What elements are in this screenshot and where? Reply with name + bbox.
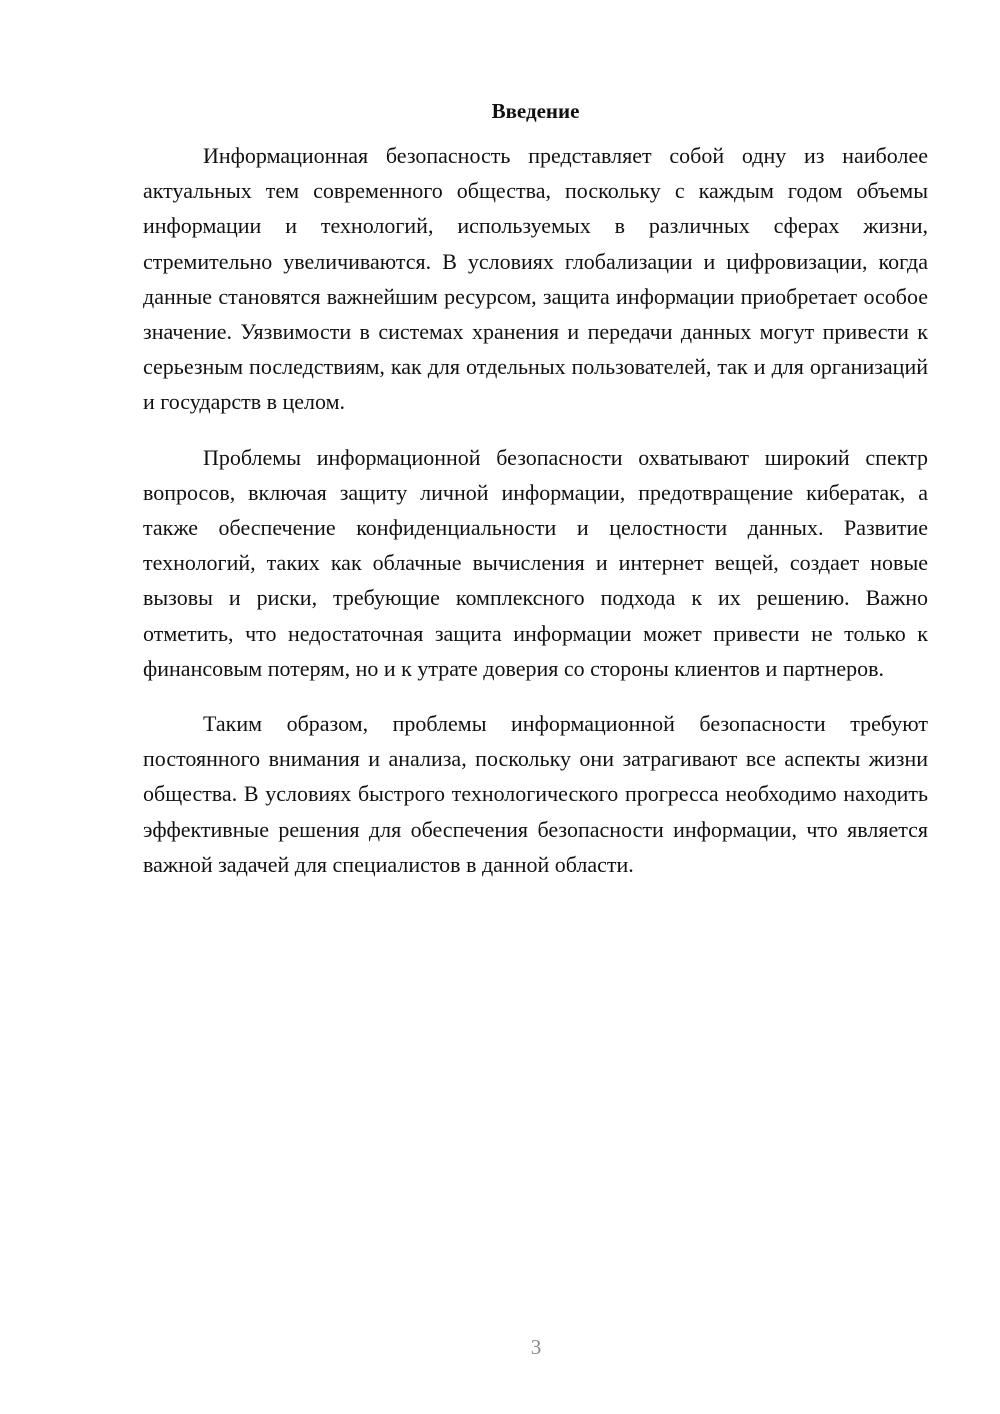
page-content: [143, 96, 928, 902]
paragraph-3: Таким образом, проблемы информационной безопасности требуют постоянного внимания и анализа, поскольку они затрагивают все аспекты жизни общества. В условиях быстрого технологического прогресса необходимо находить эффективные решения для обеспечения безопасности информации, что является важной задачей для специалистов в данной области.: [143, 711, 928, 877]
page-number: 3: [530, 1335, 542, 1359]
paragraph-1: Информационная безопасность представляет собой одну из наиболее актуальных тем современного общества, поскольку с каждым годом объемы информации и технологий, используемых в различных сферах жизни, стремительно увеличиваются. В условиях глобализации и цифровизации, когда данные становятся важнейшим ресурсом, защита информации приобретает особое значение. Уязвимости в системах хранения и передачи данных могут привести к серьезным последствиям, как для отдельных пользователей, так и для организаций и государств в целом.: [143, 143, 928, 415]
paragraph-2: Проблемы информационной безопасности охватывают широкий спектр вопросов, включая защиту личной информации, предотвращение кибератак, а также обеспечение конфиденциальности и целостности данных. Развитие технологий, таких как облачные вычисления и интернет вещей, создает новые вызовы и риски, требующие комплексного подхода к их решению. Важно отметить, что недостаточная защита информации может привести не только к финансовым потерям, но и к утрате доверия со стороны клиентов и партнеров.: [143, 444, 928, 681]
section-title: Введение: [491, 99, 580, 123]
